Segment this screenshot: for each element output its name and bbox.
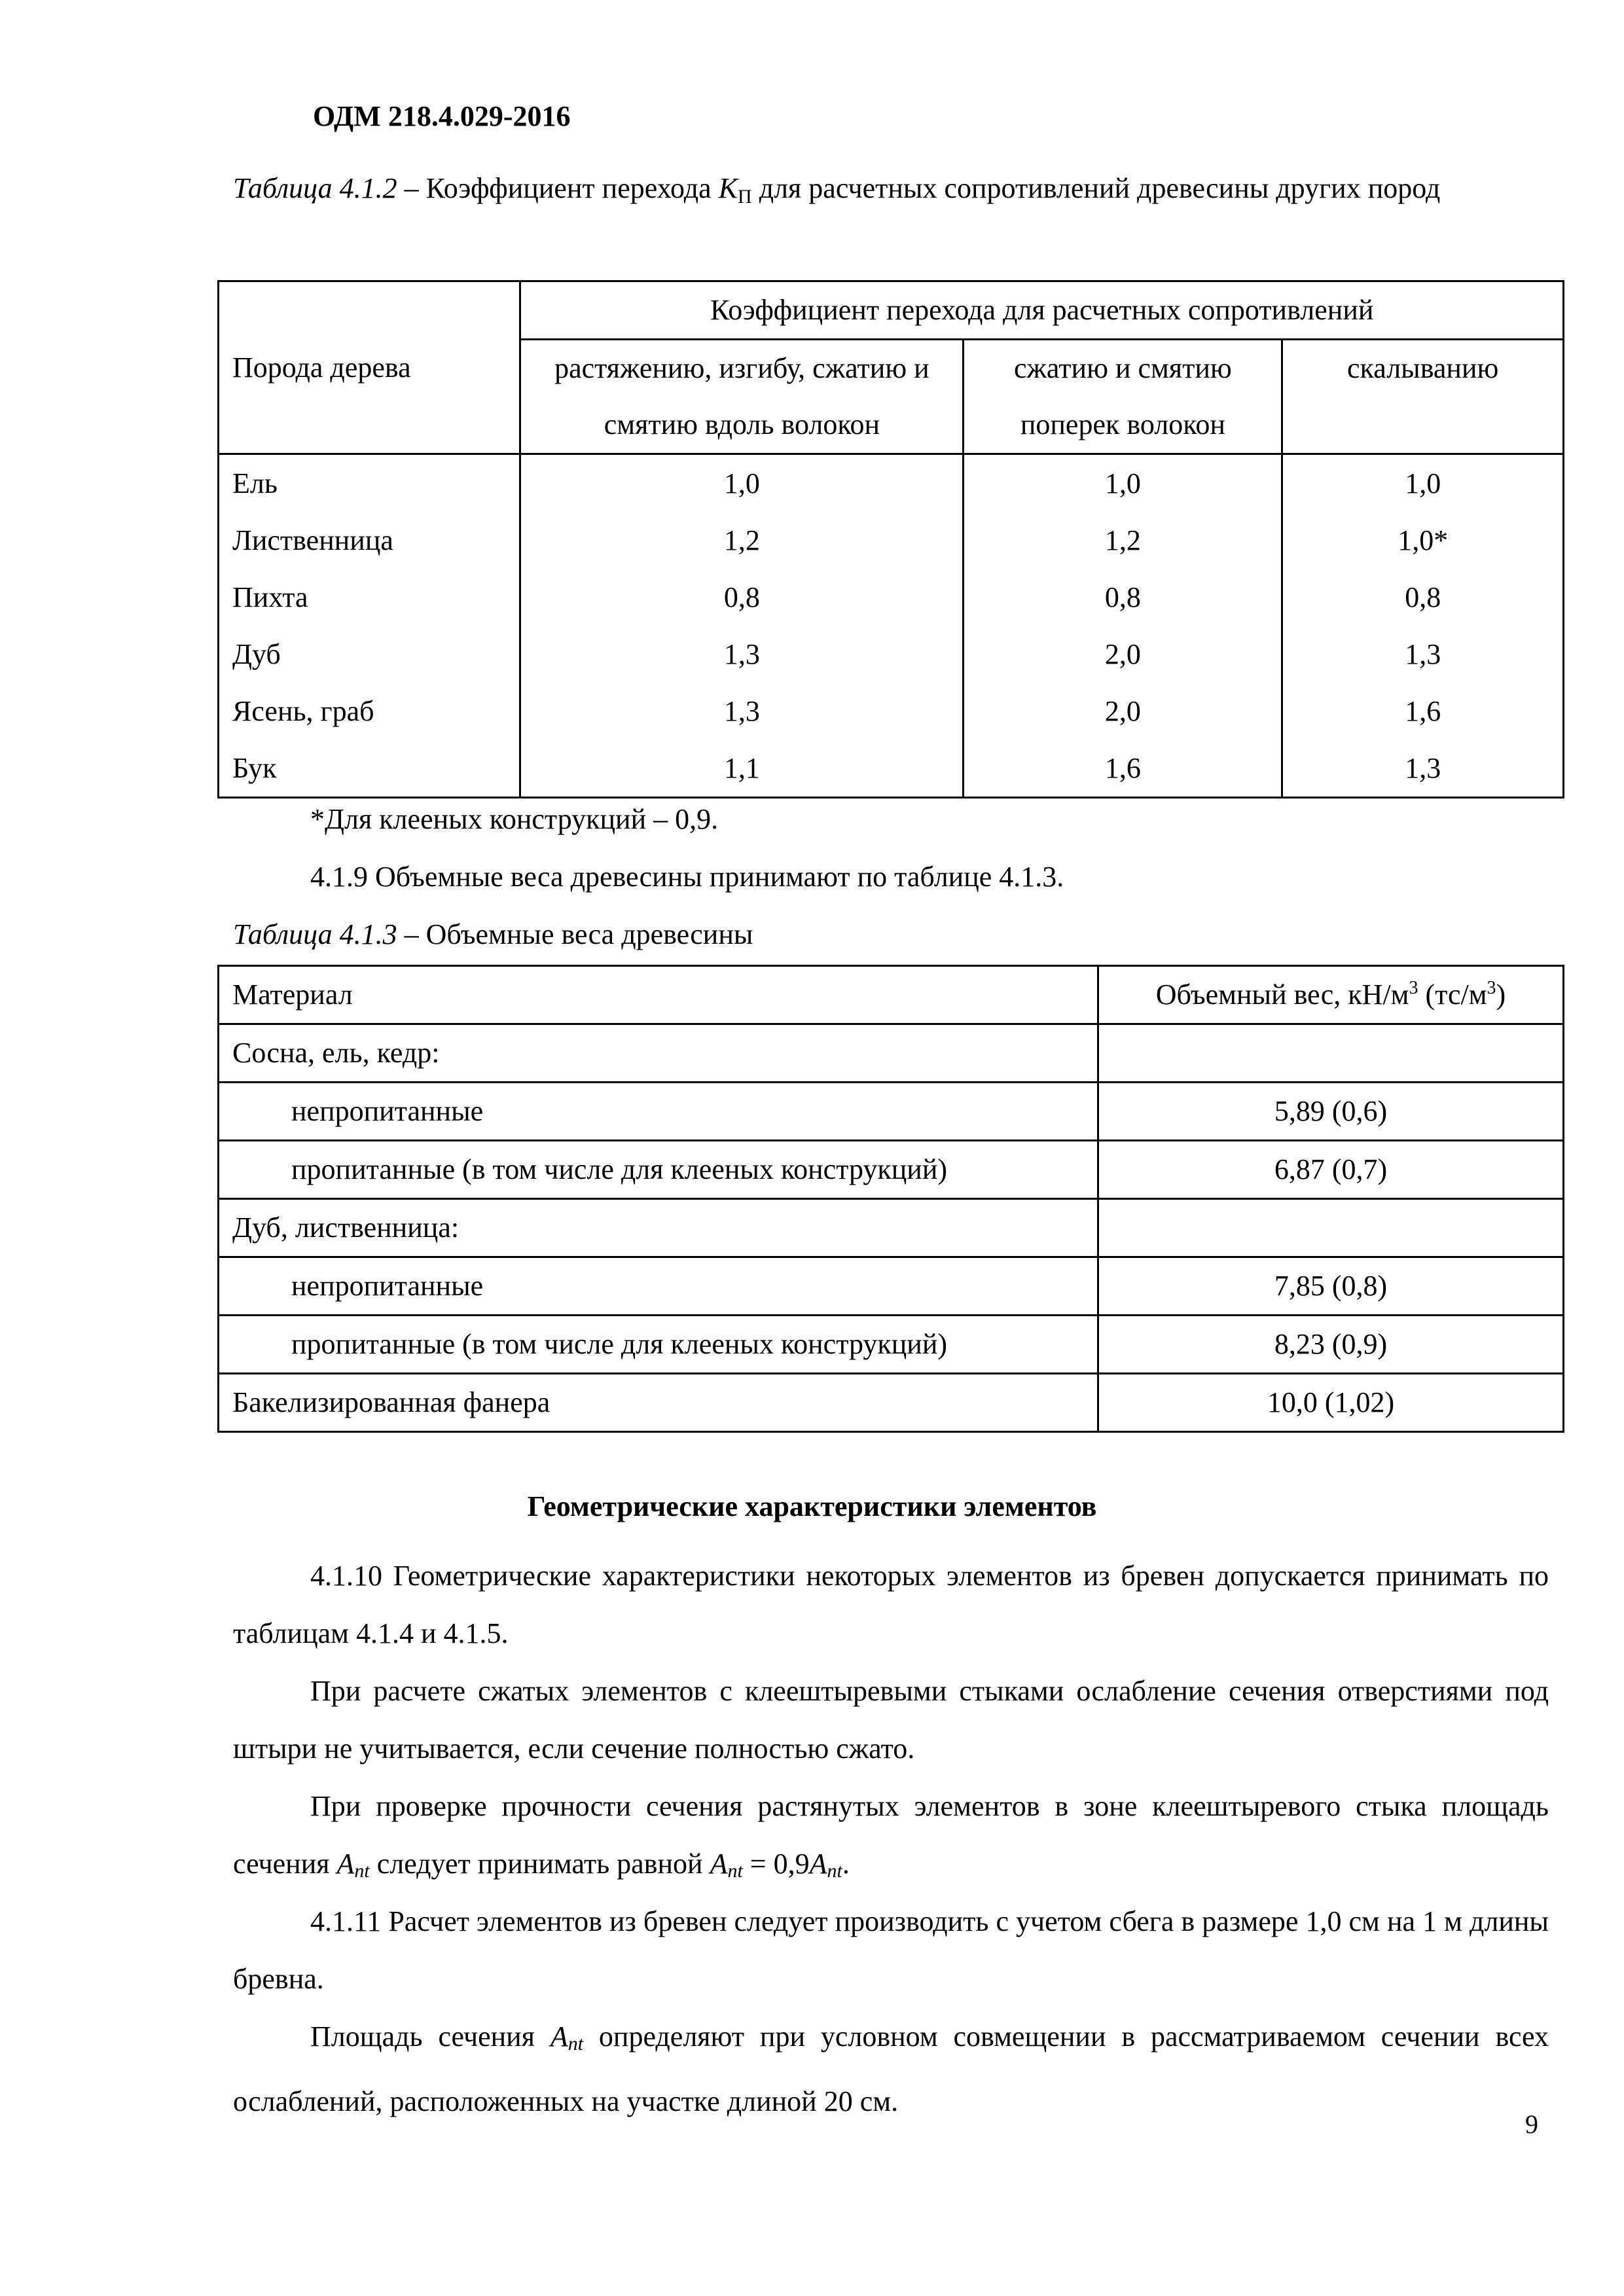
cell-a: 1,3: [520, 626, 964, 683]
paragraph-section-area: Площадь сечения Ant определяют при условном совмещении в рассматриваемом сечении всех ослаблений, расположенных на участке длиной 20 см.: [233, 2020, 1549, 2117]
cell-value: 8,23 (0,9): [1098, 1316, 1564, 1374]
header-col-b: сжатию и смятию поперек волокон: [964, 340, 1282, 454]
cell-value: 7,85 (0,8): [1098, 1257, 1564, 1316]
cell-name: Бук: [219, 740, 520, 798]
caption-text-2: для расчетных сопротивлений древесины других пород: [751, 172, 1441, 204]
cell-a: 1,1: [520, 740, 964, 798]
table-4-1-3-caption: [233, 906, 1549, 963]
table-row: [219, 683, 1564, 740]
paragraph-strength-check: При проверке прочности сечения растянутых элементов в зоне клеештыревого стыка площадь сечения Ant следует принимать равной Ant = 0,9Ant.: [233, 1790, 1549, 1882]
header-wood: Порода дерева: [219, 281, 520, 454]
cell-material: пропитанные (в том числе для клееных конструкций): [219, 1141, 1098, 1199]
cell-b: 1,2: [964, 512, 1282, 569]
cell-material: Сосна, ель, кедр:: [219, 1024, 1098, 1083]
cell-name: Пихта: [219, 569, 520, 626]
table-volume-weights: [217, 965, 1564, 1433]
caption-label: Таблица 4.1.2: [233, 172, 397, 204]
paragraph-4-1-10: 4.1.10 Геометрические характеристики некоторых элементов из бревен допускается принимать по таблицам 4.1.4 и 4.1.5.: [233, 1560, 1549, 1649]
caption-text: – Объемные веса древесины: [397, 918, 753, 950]
cell-c: 0,8: [1282, 569, 1564, 626]
document-header: ОДМ 218.4.029-2016: [313, 100, 571, 132]
section-title: Геометрические характеристики элементов: [527, 1490, 1097, 1522]
table-row: [219, 626, 1564, 683]
cell-name: Дуб: [219, 626, 520, 683]
cell-name: Ель: [219, 454, 520, 512]
cell-value: [1098, 1024, 1564, 1083]
header-material: Материал: [219, 966, 1098, 1024]
table-transition-coefficients: [217, 280, 1564, 798]
table-row: [219, 1316, 1564, 1374]
cell-b: 2,0: [964, 626, 1282, 683]
table-row: [219, 1199, 1564, 1257]
caption-k-sub: П: [738, 186, 752, 207]
table-4-1-2-caption: [233, 160, 1549, 226]
paragraph-4-1-11: 4.1.11 Расчет элементов из бревен следует производить с учетом сбега в размере 1,0 см на 1 м длины бревна.: [233, 1905, 1549, 1995]
table-row: [219, 1257, 1564, 1316]
caption-label: Таблица 4.1.3: [233, 918, 397, 950]
cell-value: [1098, 1199, 1564, 1257]
cell-material: непропитанные: [219, 1257, 1098, 1316]
cell-material: пропитанные (в том числе для клееных конструкций): [219, 1316, 1098, 1374]
cell-c: 1,6: [1282, 683, 1564, 740]
cell-material: непропитанные: [219, 1083, 1098, 1141]
table-row: [219, 512, 1564, 569]
table-row: [219, 1141, 1564, 1199]
header-weight: Объемный вес, $кН/м^3$ $(тс/м^3)$: [1098, 966, 1564, 1024]
cell-b: 1,6: [964, 740, 1282, 798]
cell-b: 2,0: [964, 683, 1282, 740]
table-row: [219, 1024, 1564, 1083]
cell-b: 1,0: [964, 454, 1282, 512]
cell-b: 0,8: [964, 569, 1282, 626]
table-footnote: *Для клееных конструкций – 0,9.: [310, 803, 719, 835]
header-group: Коэффициент перехода для расчетных сопротивлений: [520, 281, 1564, 340]
cell-material: Бакелизированная фанера: [219, 1374, 1098, 1432]
header-col-c: скалыванию: [1282, 340, 1564, 454]
cell-a: 1,3: [520, 683, 964, 740]
table-row: [219, 1374, 1564, 1432]
table-row: [219, 740, 1564, 798]
cell-a: 1,0: [520, 454, 964, 512]
cell-value: 5,89 (0,6): [1098, 1083, 1564, 1141]
table-header-row: [219, 966, 1564, 1024]
caption-text: – Коэффициент перехода: [397, 172, 719, 204]
table-row: [219, 454, 1564, 512]
cell-a: 1,2: [520, 512, 964, 569]
cell-name: Ясень, граб: [219, 683, 520, 740]
table-header-row: [219, 281, 1564, 340]
table-row: [219, 1083, 1564, 1141]
caption-k: K: [718, 172, 738, 204]
cell-c: 1,3: [1282, 626, 1564, 683]
header-col-a: растяжению, изгибу, сжатию и смятию вдоль волокон: [520, 340, 964, 454]
cell-c: 1,3: [1282, 740, 1564, 798]
paragraph-glue-joints: При расчете сжатых элементов с клеештыревыми стыками ослабление сечения отверстиями под штыри не учитывается, если сечение полностью сжато.: [233, 1675, 1549, 1765]
cell-c: 1,0*: [1282, 512, 1564, 569]
cell-material: Дуб, лиственница:: [219, 1199, 1098, 1257]
cell-value: 10,0 (1,02): [1098, 1374, 1564, 1432]
page-number: 9: [1525, 2109, 1538, 2139]
cell-value: 6,87 (0,7): [1098, 1141, 1564, 1199]
cell-c: 1,0: [1282, 454, 1564, 512]
cell-a: 0,8: [520, 569, 964, 626]
paragraph-4-1-9: 4.1.9 Объемные веса древесины принимают по таблице 4.1.3.: [310, 861, 1064, 893]
cell-name: Лиственница: [219, 512, 520, 569]
table-row: [219, 569, 1564, 626]
